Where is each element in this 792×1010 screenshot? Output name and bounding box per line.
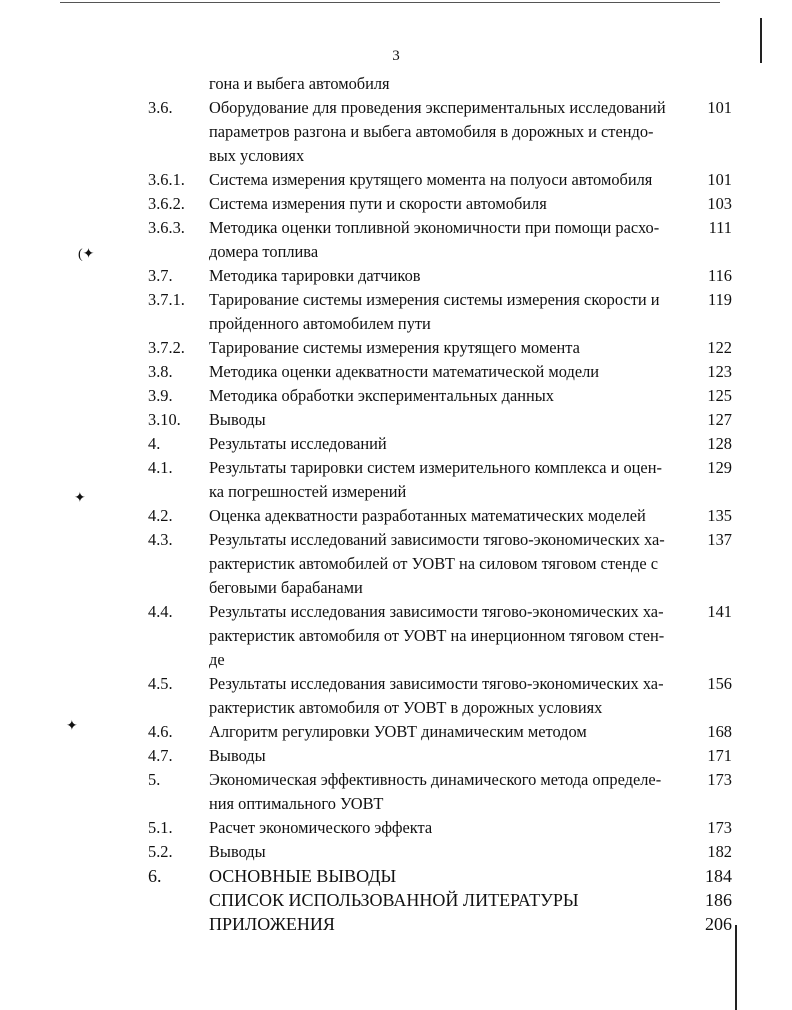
toc-title-line: де xyxy=(209,650,225,669)
toc-title xyxy=(209,264,689,288)
toc-title xyxy=(209,816,689,840)
toc-entry xyxy=(0,432,792,456)
toc-entry xyxy=(0,768,792,816)
toc-title xyxy=(209,168,689,192)
toc-title-line: Результаты исследований xyxy=(209,434,387,453)
toc-section-number: 4.1. xyxy=(148,458,173,477)
toc-page-number: 186 xyxy=(705,890,732,910)
toc-title-line: Система измерения пути и скорости автомобиля xyxy=(209,194,547,213)
toc-section-number: 4.2. xyxy=(148,506,173,525)
toc-entry xyxy=(0,288,792,336)
toc-title-line: Расчет экономического эффекта xyxy=(209,818,433,837)
toc-section-number: 6. xyxy=(148,866,162,886)
binding-hole-mark: (✦ xyxy=(78,247,95,262)
toc-entry xyxy=(0,408,792,432)
toc-title-line: рактеристик автомобиля от УОВТ в дорожных условиях xyxy=(209,698,603,717)
toc-entry xyxy=(0,504,792,528)
toc-entry xyxy=(0,528,792,600)
toc-entry xyxy=(0,888,792,912)
toc-title xyxy=(209,720,689,744)
toc-title xyxy=(209,864,689,888)
toc-title-line: ПРИЛОЖЕНИЯ xyxy=(209,914,335,934)
toc-page-number: 156 xyxy=(707,674,732,693)
toc-entry xyxy=(0,72,792,96)
toc-title-line: Алгоритм регулировки УОВТ динамическим методом xyxy=(209,722,587,741)
toc-section-number: 4.5. xyxy=(148,674,173,693)
toc-title xyxy=(209,912,689,936)
toc-title-line: Тарирование системы измерения системы измерения скорости и xyxy=(209,290,660,309)
toc-title-line: ка погрешностей измерений xyxy=(209,482,407,501)
toc-title-line: ния оптимального УОВТ xyxy=(209,794,384,813)
toc-title-line: СПИСОК ИСПОЛЬЗОВАННОЙ ЛИТЕРАТУРЫ xyxy=(209,890,579,910)
toc-page-number: 128 xyxy=(707,434,732,453)
toc-section-number: 5.1. xyxy=(148,818,173,837)
toc-title-line: Результаты исследования зависимости тягово-экономических ха- xyxy=(209,602,664,621)
toc-section-number: 3.7. xyxy=(148,266,173,285)
toc-page-number: 129 xyxy=(707,458,732,477)
toc-section-number: 3.8. xyxy=(148,362,173,381)
toc-section-number: 4.3. xyxy=(148,530,173,549)
toc-title xyxy=(209,432,689,456)
toc-title xyxy=(209,408,689,432)
toc-page-number: 123 xyxy=(707,362,732,381)
toc-title xyxy=(209,288,689,336)
toc-title-line: Система измерения крутящего момента на полуоси автомобиля xyxy=(209,170,653,189)
toc-section-number: 3.9. xyxy=(148,386,173,405)
toc-title xyxy=(209,768,689,816)
toc-title xyxy=(209,96,689,168)
toc-section-number: 3.6. xyxy=(148,98,173,117)
toc-title-line: Результаты исследования зависимости тягово-экономических ха- xyxy=(209,674,664,693)
toc-title-line: Выводы xyxy=(209,746,266,765)
toc-page-number: 101 xyxy=(707,170,732,189)
toc-title-line: пройденного автомобилем пути xyxy=(209,314,431,333)
toc-page-number: 119 xyxy=(708,290,732,309)
toc-page-number: 111 xyxy=(708,218,732,237)
toc-title-line: Оценка адекватности разработанных математических моделей xyxy=(209,506,646,525)
toc-section-number: 4.7. xyxy=(148,746,173,765)
toc-entry xyxy=(0,672,792,720)
toc-entry xyxy=(0,336,792,360)
toc-section-number: 4.4. xyxy=(148,602,173,621)
toc-title-line: Методика обработки экспериментальных данных xyxy=(209,386,554,405)
toc-page-number: 173 xyxy=(707,770,732,789)
toc-page-number: 168 xyxy=(707,722,732,741)
toc-entry xyxy=(0,360,792,384)
toc-page-number: 101 xyxy=(707,98,732,117)
toc-title-line: Оборудование для проведения экспериментальных исследований xyxy=(209,98,666,117)
toc-page-number: 171 xyxy=(707,746,732,765)
toc-entry xyxy=(0,600,792,672)
toc-title xyxy=(209,840,689,864)
toc-title xyxy=(209,72,689,96)
binding-hole-mark: ✦ xyxy=(74,491,86,506)
toc-page-number: 125 xyxy=(707,386,732,405)
toc-title-line: Выводы xyxy=(209,842,266,861)
toc-title-line: вых условиях xyxy=(209,146,305,165)
toc-title xyxy=(209,336,689,360)
toc-page-number: 103 xyxy=(707,194,732,213)
table-of-contents xyxy=(0,72,792,936)
top-rule xyxy=(60,2,720,3)
toc-section-number: 3.10. xyxy=(148,410,181,429)
toc-section-number: 3.6.1. xyxy=(148,170,185,189)
toc-page-number: 184 xyxy=(705,866,732,886)
toc-title-line: рактеристик автомобилей от УОВТ на силовом тяговом стенде с xyxy=(209,554,659,573)
toc-title-line: Результаты тарировки систем измерительного комплекса и оцен- xyxy=(209,458,662,477)
toc-page-number: 182 xyxy=(707,842,732,861)
toc-title xyxy=(209,192,689,216)
toc-title-line: домера топлива xyxy=(209,242,319,261)
toc-title-line: рактеристик автомобиля от УОВТ на инерционном тяговом стен- xyxy=(209,626,665,645)
toc-section-number: 4.6. xyxy=(148,722,173,741)
toc-title-line: Методика тарировки датчиков xyxy=(209,266,421,285)
toc-page-number: 137 xyxy=(707,530,732,549)
toc-entry xyxy=(0,264,792,288)
toc-title xyxy=(209,384,689,408)
toc-title-line: гона и выбега автомобиля xyxy=(209,74,390,93)
toc-section-number: 4. xyxy=(148,434,161,453)
toc-title-line: беговыми барабанами xyxy=(209,578,363,597)
toc-title xyxy=(209,528,689,600)
toc-entry xyxy=(0,720,792,744)
toc-page-number: 116 xyxy=(708,266,732,285)
toc-title xyxy=(209,216,689,264)
margin-line-bottom xyxy=(735,925,737,1010)
toc-title-line: параметров разгона и выбега автомобиля в дорожных и стендо- xyxy=(209,122,654,141)
binding-hole-mark: ✦ xyxy=(66,719,78,734)
toc-title xyxy=(209,744,689,768)
toc-entry xyxy=(0,912,792,936)
toc-title xyxy=(209,504,689,528)
toc-entry xyxy=(0,168,792,192)
toc-title xyxy=(209,456,689,504)
toc-title-line: Тарирование системы измерения крутящего момента xyxy=(209,338,580,357)
toc-page-number: 173 xyxy=(707,818,732,837)
toc-page-number: 135 xyxy=(707,506,732,525)
toc-title-line: Методика оценки топливной экономичности при помощи расхо- xyxy=(209,218,660,237)
toc-entry xyxy=(0,744,792,768)
toc-entry xyxy=(0,192,792,216)
toc-section-number: 3.7.2. xyxy=(148,338,185,357)
toc-section-number: 3.7.1. xyxy=(148,290,185,309)
toc-entry xyxy=(0,840,792,864)
toc-title-line: Экономическая эффективность динамического метода определе- xyxy=(209,770,662,789)
toc-title xyxy=(209,672,689,720)
toc-title xyxy=(209,600,689,672)
toc-page-number: 206 xyxy=(705,914,732,934)
toc-entry xyxy=(0,384,792,408)
toc-title-line: ОСНОВНЫЕ ВЫВОДЫ xyxy=(209,866,397,886)
toc-section-number: 3.6.2. xyxy=(148,194,185,213)
toc-title xyxy=(209,888,689,912)
toc-entry xyxy=(0,216,792,264)
toc-title-line: Методика оценки адекватности математической модели xyxy=(209,362,600,381)
toc-title xyxy=(209,360,689,384)
toc-entry xyxy=(0,816,792,840)
toc-section-number: 5.2. xyxy=(148,842,173,861)
page-number: 3 xyxy=(392,48,400,64)
toc-title-line: Выводы xyxy=(209,410,266,429)
toc-page-number: 141 xyxy=(707,602,732,621)
toc-page-number: 122 xyxy=(707,338,732,357)
toc-section-number: 5. xyxy=(148,770,161,789)
toc-section-number: 3.6.3. xyxy=(148,218,185,237)
toc-entry xyxy=(0,864,792,888)
toc-entry xyxy=(0,456,792,504)
toc-page-number: 127 xyxy=(707,410,732,429)
toc-entry xyxy=(0,96,792,168)
toc-title-line: Результаты исследований зависимости тягово-экономических ха- xyxy=(209,530,665,549)
